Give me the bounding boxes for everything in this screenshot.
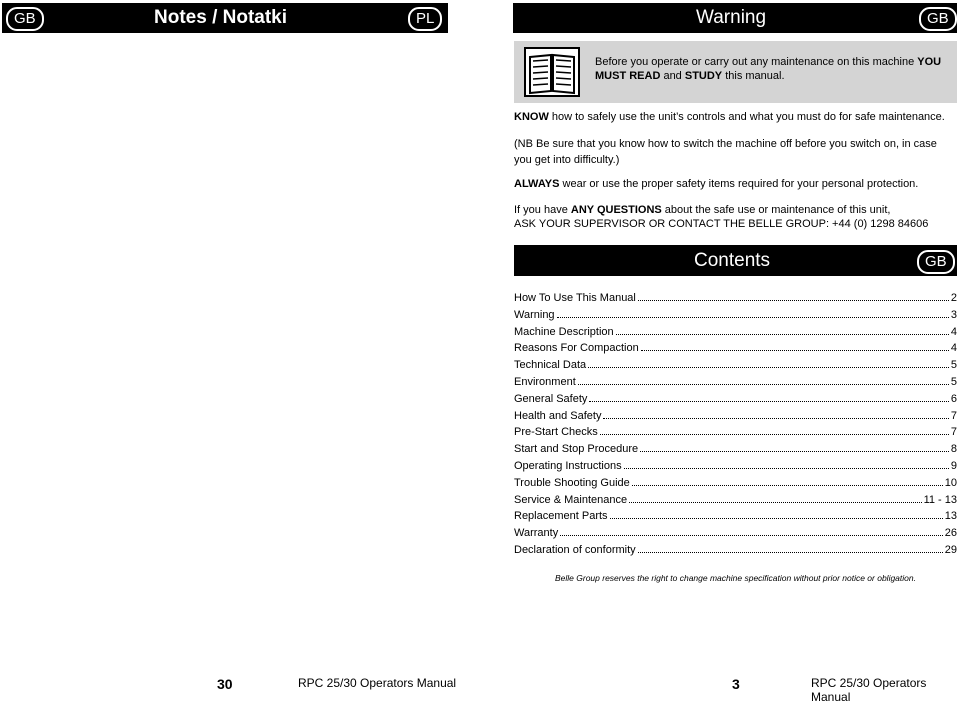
toc-entry[interactable]	[514, 458, 957, 475]
notice-text-part: and	[660, 70, 685, 82]
right-page-number: 3	[732, 676, 740, 692]
right-footer-manual-name: RPC 25/30 Operators Manual	[811, 676, 927, 704]
toc-entry[interactable]	[514, 324, 957, 341]
always-text: wear or use the proper safety items required for your personal protection.	[559, 178, 919, 190]
toc-entry-title: Health and Safety	[514, 409, 602, 422]
toc-entry-title: Service & Maintenance	[514, 493, 628, 506]
toc-dot-leader	[632, 485, 943, 486]
read-manual-notice	[514, 41, 957, 103]
toc-entry-page: 13	[944, 510, 957, 523]
toc-entry-title: General Safety	[514, 392, 588, 405]
notice-text-part: Before you operate or carry out any maintenance on this machine	[595, 56, 918, 68]
toc-entry-page: 6	[950, 392, 957, 405]
toc-entry[interactable]	[514, 340, 957, 357]
toc-dot-leader	[640, 451, 949, 452]
page-title: Notes / Notatki	[154, 7, 288, 28]
toc-entry-title: Declaration of conformity	[514, 543, 636, 556]
left-footer-manual-name: RPC 25/30 Operators Manual	[298, 676, 457, 690]
toc-entry[interactable]	[514, 374, 957, 391]
toc-entry-page: 29	[944, 543, 957, 556]
nb-paragraph: (NB Be sure that you know how to switch the machine off before you switch on, in case you get into difficulty.)	[514, 138, 937, 166]
toc-dot-leader	[588, 367, 949, 368]
toc-entry-title: Warranty	[514, 527, 559, 540]
know-paragraph	[514, 109, 957, 125]
toc-entry-title: Reasons For Compaction	[514, 342, 639, 355]
toc-entry[interactable]	[514, 290, 957, 307]
toc-entry-page: 26	[944, 527, 957, 540]
toc-entry-page: 9	[950, 459, 957, 472]
know-emphasis: KNOW	[514, 111, 549, 123]
toc-entry-page: 5	[950, 375, 957, 388]
toc-entry-page: 11 - 13	[923, 493, 957, 506]
toc-dot-leader	[578, 384, 949, 385]
toc-dot-leader	[589, 401, 949, 402]
gb-language-badge: GB	[917, 250, 955, 274]
disclaimer-text: Belle Group reserves the right to change machine specification without prior notice or obligation.	[555, 573, 916, 583]
toc-dot-leader	[629, 502, 921, 503]
gb-language-badge: GB	[919, 7, 957, 31]
notice-emphasis: YOU MUST READ	[595, 56, 942, 82]
toc-entry-page: 3	[950, 308, 957, 321]
toc-dot-leader	[641, 350, 949, 351]
know-text: how to safely use the unit’s controls and what you must do for safe maintenance.	[548, 111, 945, 123]
toc-entry[interactable]	[514, 542, 957, 559]
questions-emphasis: ANY QUESTIONS	[570, 204, 662, 216]
toc-entry[interactable]	[514, 508, 957, 525]
notice-text-part: this manual.	[722, 70, 785, 82]
toc-entry-page: 4	[950, 325, 957, 338]
always-paragraph	[514, 176, 957, 192]
toc-dot-leader	[638, 300, 949, 301]
always-emphasis: ALWAYS	[514, 178, 560, 190]
toc-entry-title: Trouble Shooting Guide	[514, 476, 630, 489]
toc-entry-page: 10	[944, 476, 957, 489]
toc-entry[interactable]	[514, 525, 957, 542]
toc-entry-page: 4	[950, 342, 957, 355]
toc-dot-leader	[560, 535, 943, 536]
toc-entry-title: Pre-Start Checks	[514, 426, 598, 439]
toc-entry-title: Machine Description	[514, 325, 614, 338]
toc-entry[interactable]	[514, 307, 957, 324]
manual-book-icon	[524, 47, 580, 102]
toc-entry-title: Start and Stop Procedure	[514, 443, 639, 456]
toc-dot-leader	[557, 317, 949, 318]
toc-entry[interactable]	[514, 408, 957, 425]
toc-entry[interactable]	[514, 475, 957, 492]
toc-entry-page: 5	[950, 359, 957, 372]
toc-dot-leader	[610, 518, 943, 519]
notice-emphasis: STUDY	[684, 70, 723, 82]
notice-text	[595, 55, 945, 83]
toc-dot-leader	[603, 418, 948, 419]
contact-line: ASK YOUR SUPERVISOR OR CONTACT THE BELLE GROUP: +44 (0) 1298 84606	[514, 218, 929, 230]
toc-entry-page: 7	[950, 409, 957, 422]
table-of-contents	[514, 290, 957, 559]
contents-header-bar	[514, 245, 957, 276]
toc-entry-page: 7	[950, 426, 957, 439]
toc-entry-page: 8	[950, 443, 957, 456]
toc-entry[interactable]	[514, 357, 957, 374]
toc-entry-title: Operating Instructions	[514, 459, 622, 472]
left-header-bar	[2, 3, 448, 33]
contents-title: Contents	[694, 250, 771, 271]
questions-text: about the safe use or maintenance of this unit,	[661, 204, 891, 216]
left-page-number: 30	[217, 676, 233, 692]
toc-entry-title: How To Use This Manual	[514, 292, 636, 304]
toc-entry[interactable]	[514, 391, 957, 408]
gb-language-badge: GB	[6, 7, 44, 31]
toc-entry-title: Warning	[514, 308, 555, 321]
toc-dot-leader	[616, 334, 949, 335]
toc-dot-leader	[624, 468, 949, 469]
toc-entry-title: Technical Data	[514, 359, 587, 372]
toc-dot-leader	[638, 552, 943, 553]
toc-entry[interactable]	[514, 441, 957, 458]
toc-dot-leader	[600, 434, 949, 435]
warning-header-bar	[513, 3, 957, 33]
pl-language-badge: PL	[408, 7, 442, 31]
toc-entry-page: 2	[950, 292, 957, 304]
toc-entry[interactable]	[514, 424, 957, 441]
toc-entry[interactable]	[514, 492, 957, 509]
warning-title: Warning	[696, 7, 767, 28]
questions-text: If you have	[514, 204, 571, 216]
toc-entry-title: Replacement Parts	[514, 510, 608, 523]
toc-entry-title: Environment	[514, 375, 576, 388]
